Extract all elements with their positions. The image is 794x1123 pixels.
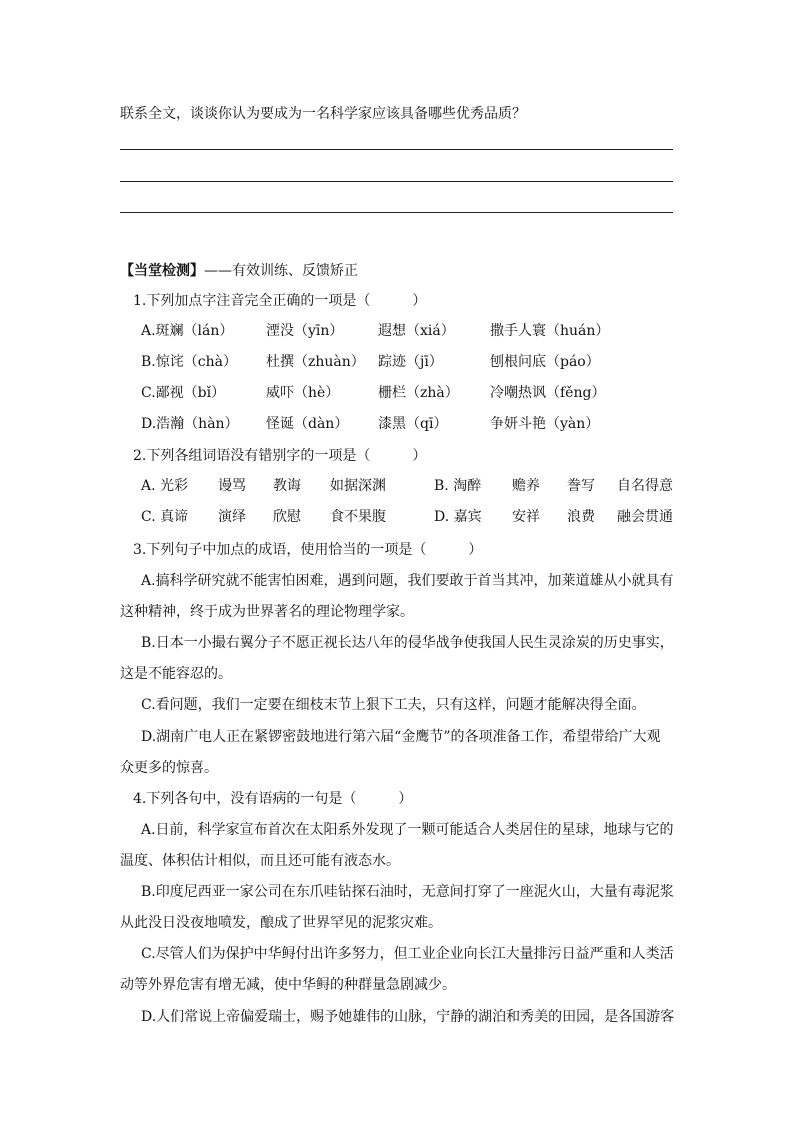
q2-r1-1: A. 光彩 [141, 478, 189, 494]
q2-r1-8: 自名得意 [617, 478, 673, 494]
q1-a-3: 遐想（xiá） [378, 323, 455, 339]
q2-r2-4: 食不果腹 [330, 509, 386, 525]
q2-row-1 [0, 476, 794, 496]
q1-b-4: 刨根问底（páo） [490, 354, 600, 370]
answer-line-2 [120, 181, 673, 182]
q2-r2-8: 融会贯通 [617, 509, 673, 525]
q1-a-4: 撒手人寰（huán） [490, 323, 610, 339]
q1-b-1: B.惊诧（chà） [141, 354, 237, 370]
q2-r1-5: B. 淘醉 [434, 478, 482, 494]
q1-row-c [0, 383, 794, 403]
q1-c-3: 栅栏（zhà） [378, 385, 459, 401]
q1-c-2: 威吓（hè） [266, 385, 340, 401]
open-question: 联系全文，谈谈你认为要成为一名科学家应该具备哪些优秀品质？ [120, 106, 526, 122]
q2-stem: 2.下列各组词语没有错别字的一项是（ ） [133, 448, 427, 464]
q1-row-a [0, 321, 794, 341]
q2-r1-4: 如据深渊 [330, 478, 386, 494]
q3-option-d-line-2: 众更多的惊喜。 [120, 760, 218, 776]
q3-option-b-line-1: B.日本一小撮右翼分子不愿正视长达八年的侵华战争使我国人民生灵涂炭的历史事实， [141, 635, 674, 651]
q1-row-d [0, 414, 794, 434]
q1-c-1: C.鄙视（bǐ） [141, 385, 226, 401]
q2-r2-6: 安祥 [512, 509, 540, 525]
q2-r2-1: C. 真谛 [141, 509, 189, 525]
q2-r1-7: 誊写 [567, 478, 595, 494]
section-title: 【当堂检测】 [120, 263, 204, 279]
q2-r2-3: 欣慰 [273, 509, 301, 525]
q1-stem: 1.下列加点字注音完全正确的一项是（ ） [133, 293, 427, 309]
q2-r1-3: 教诲 [273, 478, 301, 494]
q3-option-c: C.看问题，我们一定要在细枝末节上狠下工夫，只有这样，问题才能解决得全面。 [141, 697, 646, 713]
q1-row-b [0, 352, 794, 372]
q4-option-c-line-2: 动等外界危害有增无减，使中华鲟的种群量急剧减少。 [120, 977, 456, 993]
q2-r1-2: 谩骂 [218, 478, 246, 494]
q1-d-2: 怪诞（dàn） [266, 416, 349, 432]
q1-c-4: 冷嘲热讽（fěng） [490, 385, 606, 401]
q1-a-1: A.斑斓（lán） [141, 323, 234, 339]
q4-option-c-line-1: C.尽管人们为保护中华鲟付出许多努力，但工业企业向长江大量排污日益严重和人类活 [141, 946, 674, 962]
q1-d-1: D.浩瀚（hàn） [141, 416, 239, 432]
q2-r2-5: D. 嘉宾 [434, 509, 482, 525]
q2-r2-2: 演绎 [218, 509, 246, 525]
q4-option-b-line-2: 从此没日没夜地喷发，酿成了世界罕见的泥浆灾难。 [120, 915, 442, 931]
q1-b-3: 踪迹（jī） [378, 354, 443, 370]
q1-d-3: 漆黑（qī） [378, 416, 448, 432]
q4-option-b-line-1: B.印度尼西亚一家公司在东爪哇钻探石油时，无意间打穿了一座泥火山，大量有毒泥浆 [141, 884, 674, 900]
q3-option-b-line-2: 这是不能容忍的。 [120, 666, 232, 682]
q1-a-2: 湮没（yīn） [266, 323, 344, 339]
q4-option-a-line-1: A.日前，科学家宣布首次在太阳系外发现了一颗可能适合人类居住的星球，地球与它的 [141, 822, 674, 838]
q3-option-d-line-1: D.湖南广电人正在紧锣密鼓地进行第六届“金鹰节”的各项准备工作，希望带给广大观 [141, 729, 661, 745]
section-subtitle: ——有效训练、反馈矫正 [204, 263, 358, 279]
q3-stem: 3.下列句子中加点的成语，使用恰当的一项是（ ） [133, 542, 483, 558]
answer-line-3 [120, 212, 673, 213]
answer-line-1 [120, 149, 673, 150]
q2-r1-6: 赡养 [512, 478, 540, 494]
q4-option-d-line-1: D.人们常说上帝偏爱瑞士，赐予她雄伟的山脉，宁静的湖泊和秀美的田园，是各国游客 [141, 1009, 675, 1025]
q3-option-a-line-2: 这种精神，终于成为世界著名的理论物理学家。 [120, 604, 414, 620]
q1-d-4: 争妍斗艳（yàn） [490, 416, 600, 432]
q3-option-a-line-1: A.搞科学研究就不能害怕困难，遇到问题，我们要敢于首当其冲，加莱道雄从小就具有 [141, 573, 674, 589]
q1-b-2: 杜撰（zhuàn） [266, 354, 365, 370]
q2-row-2 [0, 507, 794, 527]
q2-r2-7: 浪费 [567, 509, 595, 525]
q4-option-a-line-2: 温度、体积估计相似，而且还可能有液态水。 [120, 853, 400, 869]
q4-stem: 4.下列各句中，没有语病的一句是（ ） [133, 791, 413, 807]
section-heading [120, 260, 358, 280]
